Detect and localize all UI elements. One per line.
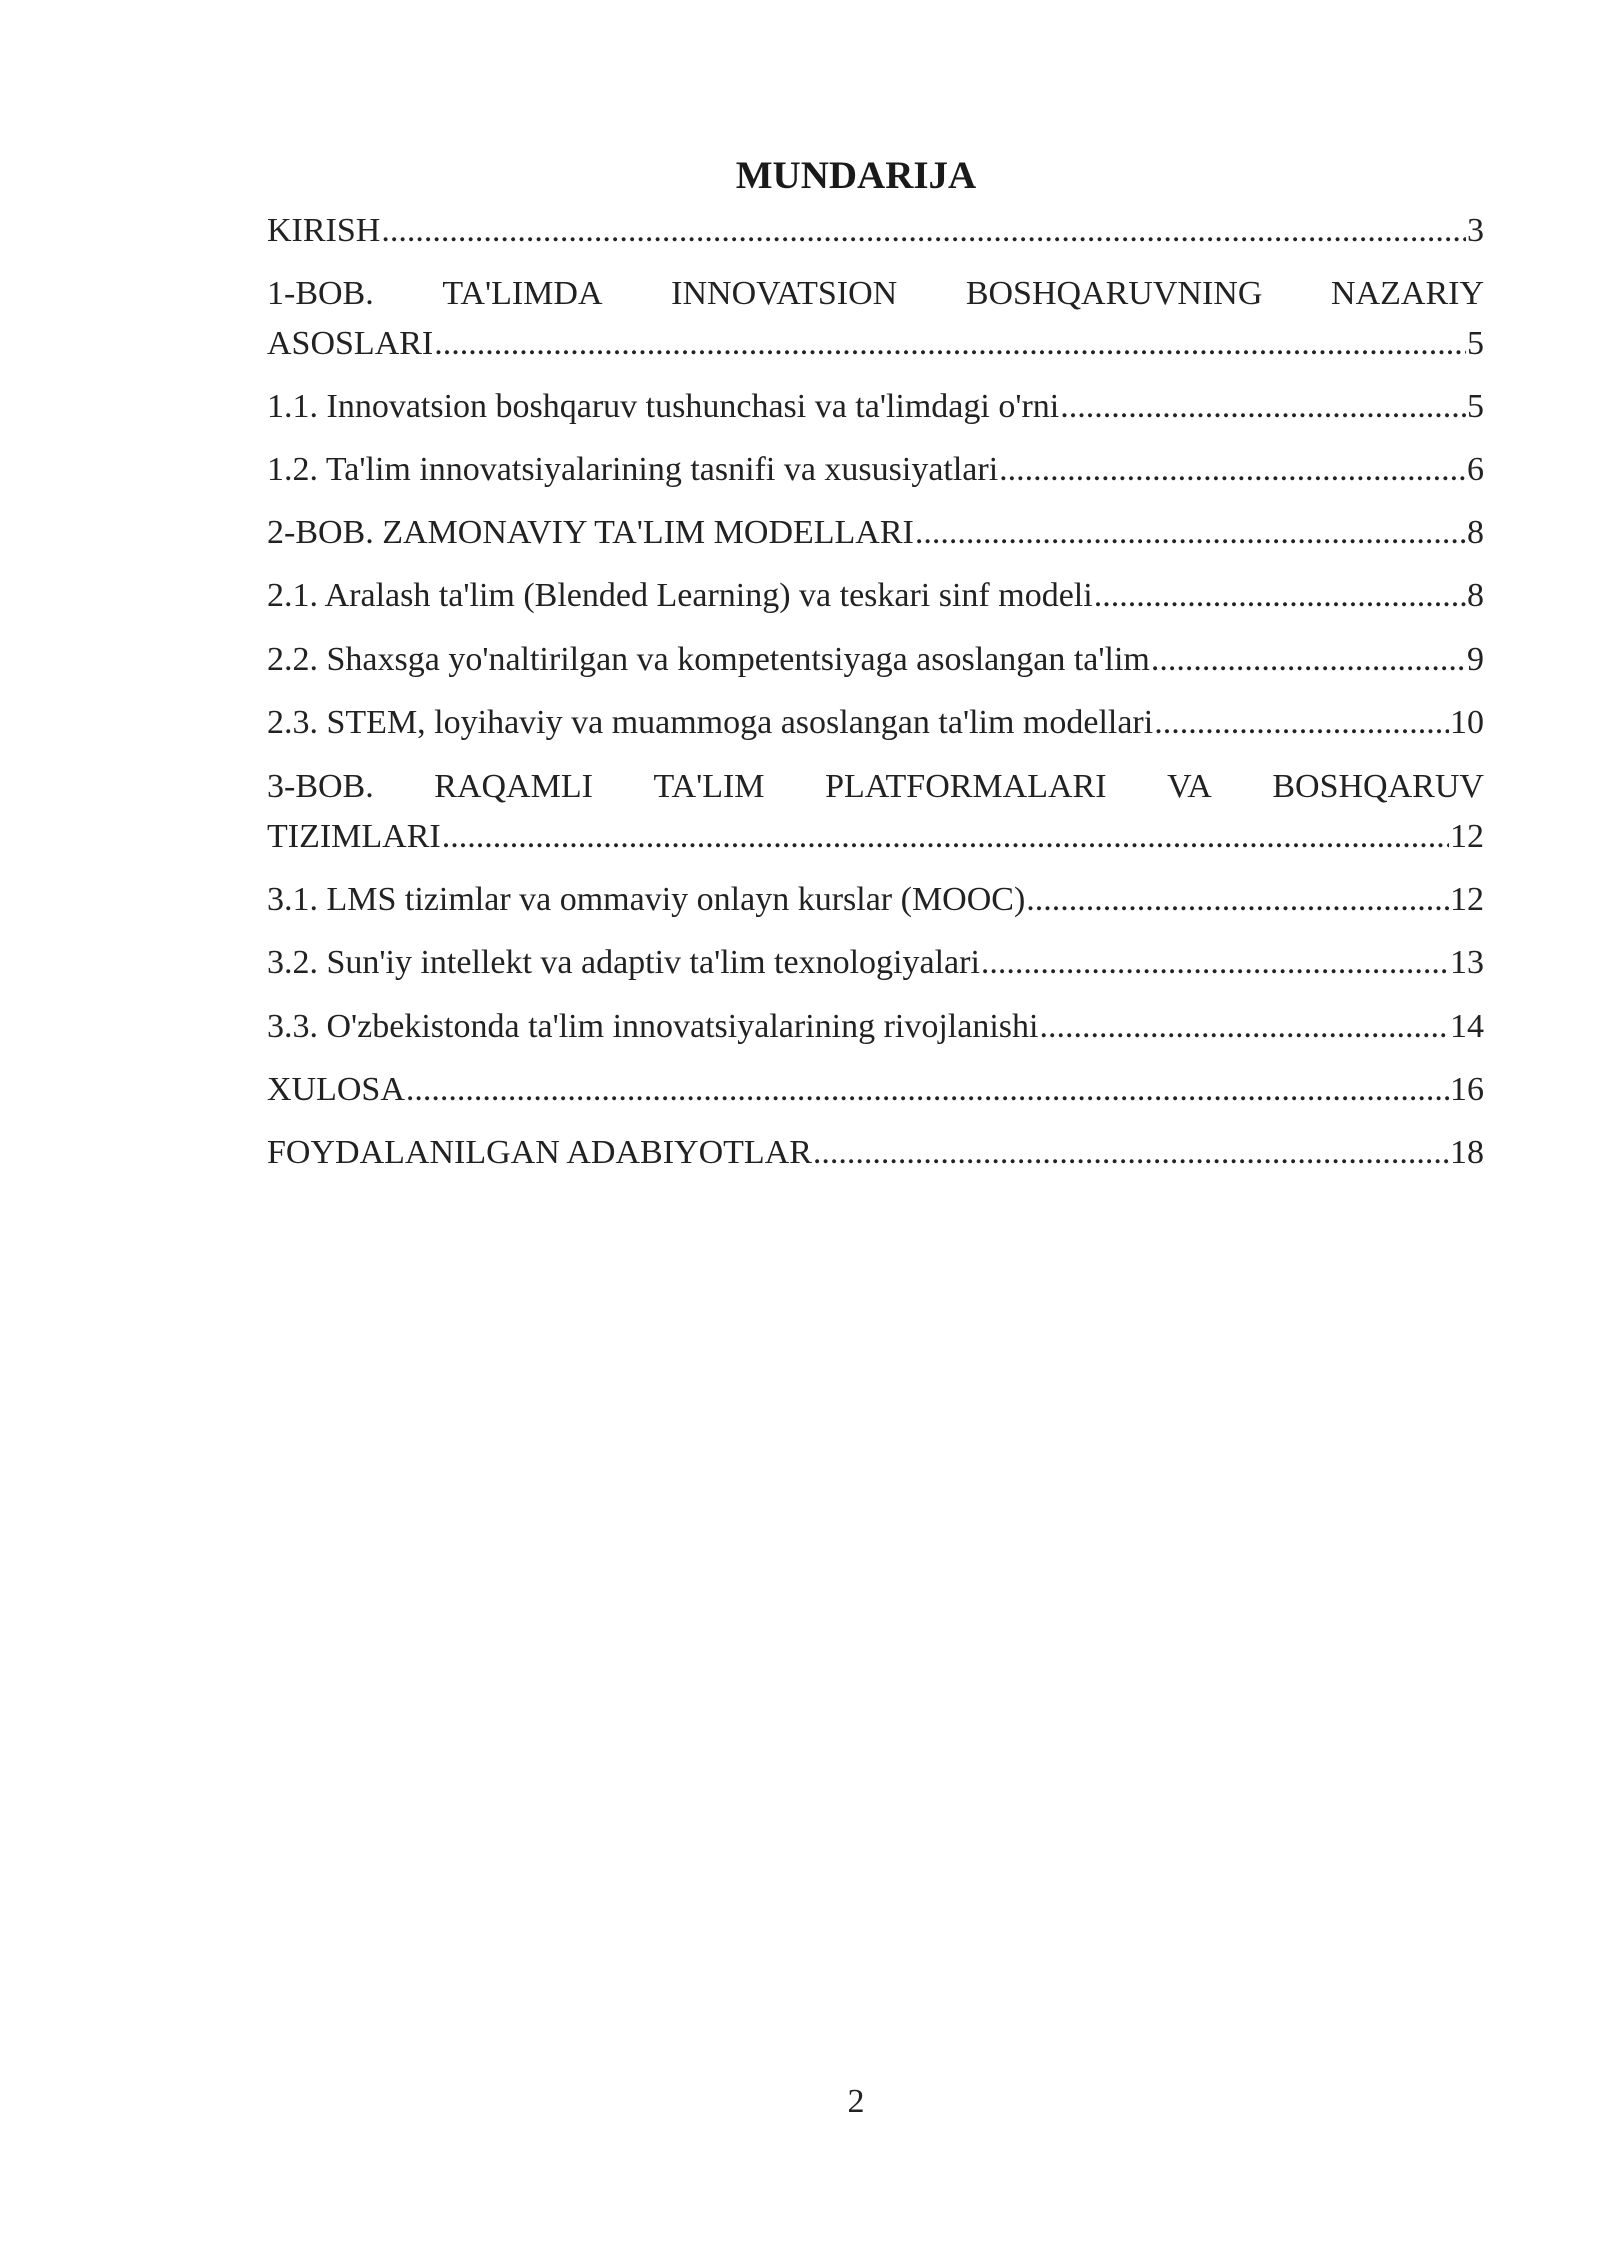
toc-entry-2-2[interactable] bbox=[267, 635, 1484, 685]
toc-entry-page: 10 bbox=[1450, 704, 1484, 741]
toc-entry-2-1[interactable] bbox=[267, 571, 1484, 621]
toc-word: BOSHQARUVNING bbox=[965, 275, 1263, 312]
toc-entry-page: 12 bbox=[1450, 818, 1484, 855]
toc-leader-dots bbox=[1026, 875, 1449, 925]
toc-entry-1-2[interactable] bbox=[267, 445, 1484, 495]
toc-entry-title-cont: TIZIMLARI bbox=[267, 818, 441, 855]
toc-entry-page: 5 bbox=[1467, 388, 1484, 425]
toc-entry-title: 2.2. Shaxsga yo'naltirilgan va kompetentsiyaga asoslangan ta'lim bbox=[267, 641, 1150, 678]
toc-entry-bob1[interactable] bbox=[267, 269, 1484, 369]
toc-entry-page: 8 bbox=[1467, 577, 1484, 614]
toc-entry-2-3[interactable] bbox=[267, 698, 1484, 748]
toc-leader-dots bbox=[406, 1065, 1449, 1115]
toc-entry-title: XULOSA bbox=[267, 1071, 405, 1108]
toc-word: INNOVATSION bbox=[671, 275, 898, 312]
toc-entry-page: 6 bbox=[1467, 451, 1484, 488]
toc-entry-title: 3.1. LMS tizimlar va ommaviy onlayn kurslar (MOOC) bbox=[267, 881, 1026, 918]
toc-entry-title: 1.1. Innovatsion boshqaruv tushunchasi va ta'limdagi o'rni bbox=[267, 388, 1060, 425]
toc-leader-dots bbox=[981, 938, 1449, 988]
toc-word: 1-BOB. bbox=[267, 275, 374, 312]
toc-leader-dots bbox=[381, 206, 1466, 256]
toc-entry-title: 3.2. Sun'iy intellekt va adaptiv ta'lim texnologiyalari bbox=[267, 944, 980, 981]
toc-entry-kirish[interactable] bbox=[267, 206, 1484, 256]
toc-entry-title-line bbox=[267, 269, 1484, 319]
toc-leader-dots bbox=[999, 445, 1466, 495]
page-title: MUNDARIJA bbox=[735, 154, 977, 197]
toc-leader-dots bbox=[1154, 698, 1449, 748]
toc-word: BOSHQARUV bbox=[1272, 768, 1484, 805]
toc-entry-1-1[interactable] bbox=[267, 382, 1484, 432]
toc-leader-dots bbox=[1151, 635, 1466, 685]
toc-leader-dots bbox=[1060, 382, 1466, 432]
page-number: 2 bbox=[847, 2083, 865, 2120]
toc-word: RAQAMLI bbox=[434, 768, 593, 805]
toc-entry-title: 3.3. O'zbekistonda ta'lim innovatsiyalarining rivojlanishi bbox=[267, 1008, 1039, 1045]
toc-leader-dots bbox=[442, 812, 1449, 862]
toc-entry-title-line bbox=[267, 762, 1484, 812]
toc-entry-page: 14 bbox=[1450, 1008, 1484, 1045]
toc-entry-title: 2-BOB. ZAMONAVIY TA'LIM MODELLARI bbox=[267, 514, 914, 551]
toc-leader-dots bbox=[434, 319, 1466, 369]
toc-word: NAZARIY bbox=[1331, 275, 1484, 312]
toc-entry-page: 9 bbox=[1467, 641, 1484, 678]
toc-word: 3-BOB. bbox=[267, 768, 374, 805]
toc-entry-title: 2.1. Aralash ta'lim (Blended Learning) va teskari sinf modeli bbox=[267, 577, 1093, 614]
toc-entry-page: 5 bbox=[1467, 325, 1484, 362]
toc-entry-3-3[interactable] bbox=[267, 1002, 1484, 1052]
toc-leader-dots bbox=[1094, 571, 1466, 621]
toc-leader-dots bbox=[915, 508, 1466, 558]
toc-entry-page: 8 bbox=[1467, 514, 1484, 551]
toc-word: TA'LIM bbox=[653, 768, 765, 805]
toc-entry-title: 1.2. Ta'lim innovatsiyalarining tasnifi va xususiyatlari bbox=[267, 451, 999, 488]
toc-entry-page: 12 bbox=[1450, 881, 1484, 918]
toc-entry-title: FOYDALANILGAN ADABIYOTLAR bbox=[267, 1134, 812, 1171]
toc-entry-bob3[interactable] bbox=[267, 762, 1484, 862]
toc-entry-page: 18 bbox=[1450, 1134, 1484, 1171]
toc-entry-bob2[interactable] bbox=[267, 508, 1484, 558]
toc-entry-3-2[interactable] bbox=[267, 938, 1484, 988]
toc-entry-adabiyotlar[interactable] bbox=[267, 1128, 1484, 1178]
toc-entry-title: KIRISH bbox=[267, 212, 381, 249]
toc-word: VA bbox=[1167, 768, 1212, 805]
toc-word: PLATFORMALARI bbox=[825, 768, 1107, 805]
toc-entry-xulosa[interactable] bbox=[267, 1065, 1484, 1115]
toc-entry-page: 16 bbox=[1450, 1071, 1484, 1108]
toc-entry-page: 13 bbox=[1450, 944, 1484, 981]
toc-word: TA'LIMDA bbox=[442, 275, 603, 312]
toc-leader-dots bbox=[813, 1128, 1449, 1178]
toc-entry-page: 3 bbox=[1467, 212, 1484, 249]
toc-entry-3-1[interactable] bbox=[267, 875, 1484, 925]
toc-entry-title: 2.3. STEM, loyihaviy va muammoga asoslangan ta'lim modellari bbox=[267, 704, 1154, 741]
toc-entry-title-cont: ASOSLARI bbox=[267, 325, 434, 362]
toc-leader-dots bbox=[1039, 1002, 1449, 1052]
